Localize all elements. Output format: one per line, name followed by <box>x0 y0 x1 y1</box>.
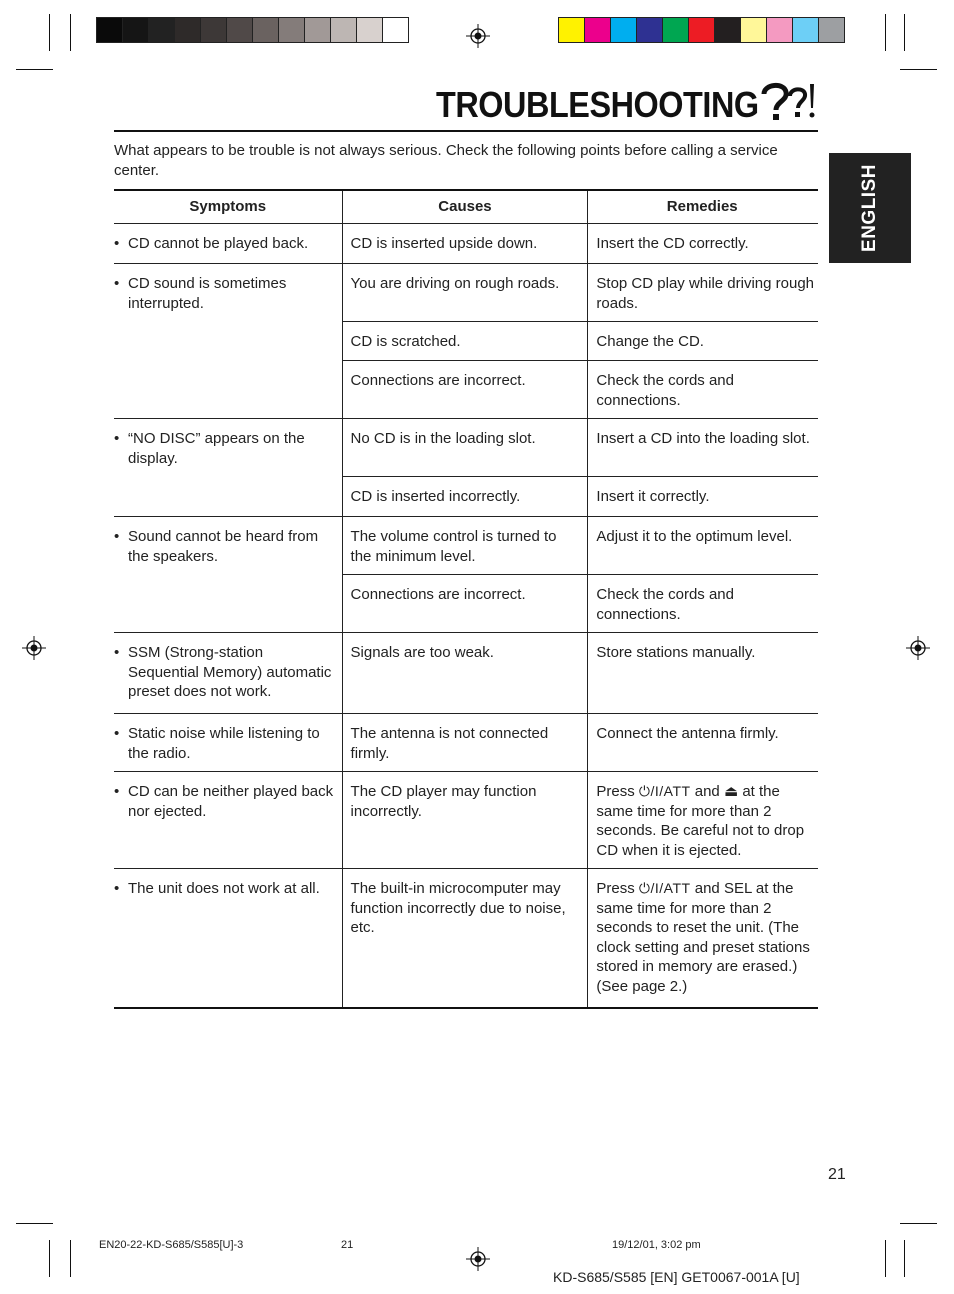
cause-text: The built-in microcomputer may function incorrectly due to noise, etc. <box>342 869 588 1009</box>
page-number: 21 <box>828 1166 846 1183</box>
remedy-text: Check the cords and connections. <box>588 575 818 633</box>
crop-mark <box>16 1223 53 1224</box>
calibration-swatch <box>663 18 689 42</box>
crop-mark <box>900 69 937 70</box>
table-row <box>114 772 818 869</box>
crop-mark <box>70 14 71 51</box>
bullet: • <box>114 644 120 661</box>
calibration-swatch <box>305 18 331 42</box>
cause-text: The volume control is turned to the minimum level. <box>342 517 588 575</box>
calibration-swatch <box>279 18 305 42</box>
eject-icon: ⏏ <box>723 783 739 800</box>
table-header-row <box>114 190 818 224</box>
calibration-swatch <box>227 18 253 42</box>
cause-text: No CD is in the loading slot. <box>342 419 588 477</box>
power-att-button-label: ⏻/I/ATT <box>638 880 691 896</box>
symptom-text: Sound cannot be heard from the speakers. <box>128 528 319 565</box>
cause-text: The CD player may function incorrectly. <box>342 772 588 869</box>
cause-text: Connections are incorrect. <box>342 575 588 633</box>
calibration-swatch <box>149 18 175 42</box>
title-rule <box>114 130 818 132</box>
crop-mark <box>70 1240 71 1277</box>
page-title: TROUBLESHOOTING <box>436 84 759 125</box>
crop-mark <box>904 1240 905 1277</box>
crop-mark <box>885 1240 886 1277</box>
remedy-press: Press <box>596 880 635 897</box>
remedy-rest: and SEL at the same time for more than 2 seconds to reset the unit. (The clock setting and preset stations stored in memory are erased.) (See page 2.) <box>596 880 810 995</box>
color-calibration-bar <box>558 17 845 43</box>
remedy-text: Check the cords and connections. <box>588 361 818 419</box>
remedy-text: Insert it correctly. <box>588 477 818 517</box>
table-row <box>114 224 818 264</box>
calibration-swatch <box>97 18 123 42</box>
symptom-text: “NO DISC” appears on the display. <box>128 430 305 467</box>
remedy-text: Stop CD play while driving rough roads. <box>588 264 818 322</box>
remedy-text <box>588 869 818 1009</box>
remedy-text: Insert a CD into the loading slot. <box>588 419 818 477</box>
header-symptoms: Symptoms <box>114 190 342 224</box>
registration-mark-icon <box>466 24 490 48</box>
crop-mark <box>49 1240 50 1277</box>
footer-page: 21 <box>341 1239 354 1251</box>
calibration-swatch <box>819 18 844 42</box>
table-row <box>114 714 818 772</box>
registration-mark-icon <box>906 636 930 660</box>
cause-text: Signals are too weak. <box>342 633 588 714</box>
registration-mark-icon <box>466 1247 490 1271</box>
language-tab <box>829 153 911 263</box>
symptom-text: SSM (Strong-station Sequential Memory) automatic preset does not work. <box>128 644 332 700</box>
troubleshooting-table <box>114 189 818 1009</box>
cause-text: CD is inserted incorrectly. <box>342 477 588 517</box>
calibration-swatch <box>611 18 637 42</box>
footer-date: 19/12/01, 3:02 pm <box>612 1239 701 1251</box>
table-row <box>114 869 818 1009</box>
calibration-swatch <box>715 18 741 42</box>
power-att-button-label: ⏻/I/ATT <box>638 783 691 799</box>
symptom-text: CD sound is sometimes interrupted. <box>128 275 287 312</box>
bullet: • <box>114 430 120 447</box>
calibration-swatch <box>637 18 663 42</box>
calibration-swatch <box>793 18 819 42</box>
registration-mark-icon <box>22 636 46 660</box>
table-row <box>114 419 818 477</box>
crop-mark <box>904 14 905 51</box>
symptom-text: CD can be neither played back nor ejected. <box>128 783 334 820</box>
language-tab-label: ENGLISH <box>859 164 880 252</box>
calibration-swatch <box>331 18 357 42</box>
bullet: • <box>114 275 120 292</box>
remedy-text: Insert the CD correctly. <box>588 224 818 264</box>
calibration-swatch <box>559 18 585 42</box>
remedy-text: Connect the antenna firmly. <box>588 714 818 772</box>
symptom-text: The unit does not work at all. <box>128 880 320 897</box>
calibration-swatch <box>357 18 383 42</box>
symptom-text: CD cannot be played back. <box>128 235 309 252</box>
calibration-swatch <box>253 18 279 42</box>
table-row <box>114 264 818 322</box>
grayscale-calibration-bar <box>96 17 409 43</box>
calibration-swatch <box>767 18 793 42</box>
crop-mark <box>49 14 50 51</box>
remedy-text: Adjust it to the optimum level. <box>588 517 818 575</box>
footer-model: KD-S685/S585 [EN] GET0067-001A [U] <box>553 1269 800 1285</box>
remedy-and: and <box>694 783 720 800</box>
crop-mark <box>885 14 886 51</box>
table-row <box>114 517 818 575</box>
calibration-swatch <box>201 18 227 42</box>
intro-text: What appears to be trouble is not always serious. Check the following points before calling a service center. <box>114 142 778 179</box>
footer-file: EN20-22-KD-S685/S585[U]-3 <box>99 1239 244 1251</box>
header-remedies: Remedies <box>588 190 818 224</box>
question-exclamation-icon <box>758 80 820 124</box>
bullet: • <box>114 880 120 897</box>
header-causes: Causes <box>342 190 588 224</box>
crop-mark <box>16 69 53 70</box>
calibration-swatch <box>741 18 767 42</box>
calibration-swatch <box>383 18 408 42</box>
cause-text: Connections are incorrect. <box>342 361 588 419</box>
remedy-rest: at the same time for more than 2 seconds. Be careful not to drop CD when it is ejected. <box>596 783 805 859</box>
cause-text: CD is inserted upside down. <box>342 224 588 264</box>
bullet: • <box>114 725 120 742</box>
remedy-press: Press <box>596 783 635 800</box>
bullet: • <box>114 235 120 252</box>
bullet: • <box>114 528 120 545</box>
remedy-text <box>588 772 818 869</box>
bullet: • <box>114 783 120 800</box>
calibration-swatch <box>689 18 715 42</box>
crop-mark <box>900 1223 937 1224</box>
symptom-text: Static noise while listening to the radio. <box>128 725 320 762</box>
remedy-text: Change the CD. <box>588 322 818 361</box>
calibration-swatch <box>175 18 201 42</box>
cause-text: CD is scratched. <box>342 322 588 361</box>
calibration-swatch <box>123 18 149 42</box>
cause-text: You are driving on rough roads. <box>342 264 588 322</box>
remedy-text: Store stations manually. <box>588 633 818 714</box>
cause-text: The antenna is not connected firmly. <box>342 714 588 772</box>
calibration-swatch <box>585 18 611 42</box>
table-row <box>114 633 818 714</box>
